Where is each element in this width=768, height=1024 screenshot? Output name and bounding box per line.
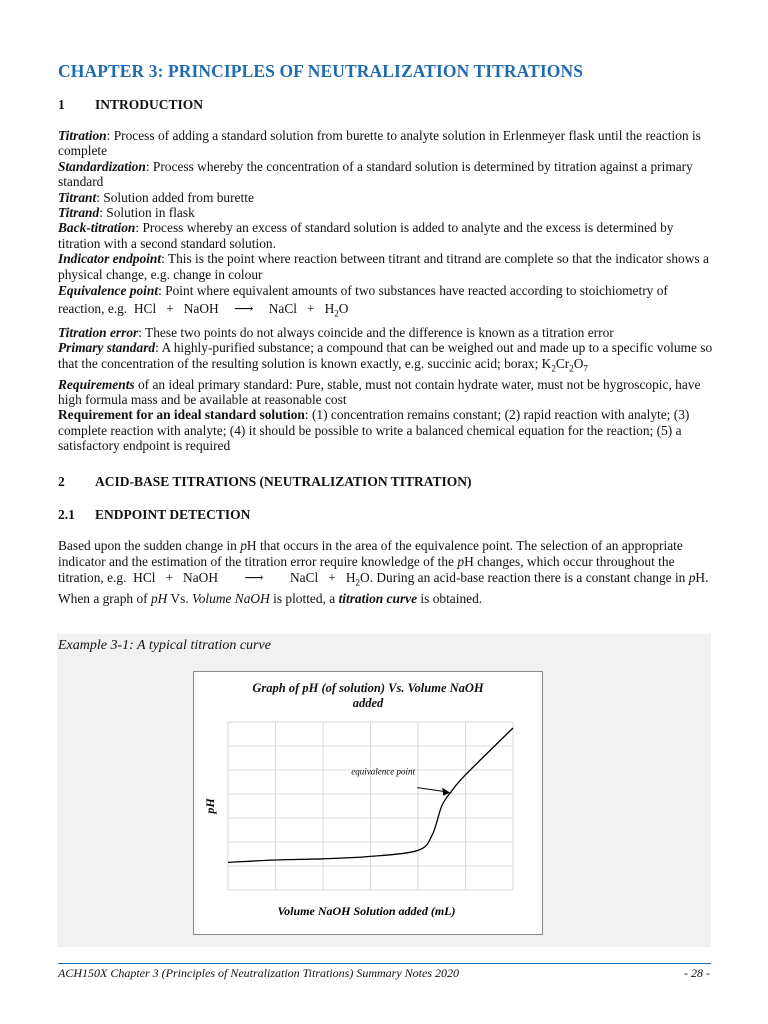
definition-titration-error: Titration error: These two points do not always coincide and the difference is known as a titration error (58, 324, 614, 340)
section-title: INTRODUCTION (95, 97, 204, 112)
titration-chart (193, 671, 543, 935)
definition-primary-standard: Primary standard: A highly-purified substance; a compound that can be weighed out and made up to a specific volume so that the concentration of the resulting solution is known exactly, e.g. succinic acid; borax; $K_2Cr_2O_7$ (58, 340, 713, 374)
y-axis-label: pH (203, 798, 217, 814)
chart-plot (194, 672, 542, 934)
section-number: 2.1 (58, 507, 75, 522)
definition-requirement-ideal: Requirement for an ideal standard solution: (1) concentration remains constant; (2) rapid reaction with analyte; (3) complete reaction with analyte; (4) it should be possible to write a balanced chemical equation for the reaction; (5) a satisfactory endpoint is required (58, 407, 690, 454)
section-heading-introduction (58, 97, 203, 113)
page-number: - 28 - (684, 966, 710, 980)
chart-title: Graph of pH (of solution) Vs. Volume NaOH added (252, 681, 484, 710)
chapter-title: CHAPTER 3: PRINCIPLES OF NEUTRALIZATION TITRATIONS (58, 61, 584, 81)
definition-equivalence-point: Equivalence point: Point where equivalent amounts of two substances have reacted according to stoichiometry of reaction, e.g. HCl + NaOH ⟶ NaCl + $H_2O$ (58, 282, 714, 323)
equivalence-point-label: equivalence point (351, 766, 415, 777)
footer-divider (58, 963, 711, 964)
definition-titrand: Titrand: Solution in flask (58, 205, 195, 221)
section-number: 1 (58, 97, 65, 112)
footer-text: ACH150X Chapter 3 (Principles of Neutralization Titrations) Summary Notes 2020 (58, 966, 460, 980)
definition-titration: Titration: Process of adding a standard solution from burette to analyte solution in Erlenmeyer flask until the reaction is complete (58, 128, 701, 159)
definition-back-titration: Back-titration: Process whereby an excess of standard solution is added to analyte and the excess is determined by titration with a second standard solution. (58, 220, 674, 251)
section-heading-endpoint (58, 507, 250, 523)
section-title: ACID-BASE TITRATIONS (NEUTRALIZATION TITRATION) (95, 474, 472, 489)
definition-titrant: Titrant: Solution added from burette (58, 189, 254, 205)
section-number: 2 (58, 474, 65, 489)
endpoint-paragraph: Based upon the sudden change in pH that occurs in the area of the equivalence point. The selection of an appropriate indicator and the estimation of the titration error require knowledge of the pH changes, which occur throughout the titration, e.g. HCl + NaOH ⟶ NaCl + $H_2O$. During an acid-base reaction there is a constant change in pH. When a graph of pH Vs. Volume NaOH is plotted, a titration curve is obtained. (58, 538, 709, 606)
section-title: ENDPOINT DETECTION (95, 507, 251, 522)
reaction-equation: HCl + NaOH ⟶ NaCl + $H_2O$ (133, 301, 349, 319)
equivalence-point-arrow (417, 788, 445, 792)
example-caption: Example 3-1: A typical titration curve (58, 638, 271, 653)
definition-requirements: Requirements of an ideal primary standard: Pure, stable, must not contain hydrate water, must not be hygroscopic, have high formula mass and be available at reasonable cost (58, 376, 701, 408)
x-axis-label: Volume NaOH Solution added (mL) (277, 904, 456, 918)
section-heading-acid-base (58, 474, 471, 490)
chart-grid (228, 722, 513, 890)
definition-indicator-endpoint: Indicator endpoint: This is the point where reaction between titrant and titrand are complete so that the indicator shows a physical change, e.g. change in colour (58, 251, 709, 282)
definitions-list (58, 128, 714, 454)
reaction-equation-inline: HCl + NaOH ⟶ NaCl + $H_2O$ (133, 570, 370, 588)
definition-standardization: Standardization: Process whereby the concentration of a standard solution is determined by titration against a primary standard (58, 158, 693, 190)
